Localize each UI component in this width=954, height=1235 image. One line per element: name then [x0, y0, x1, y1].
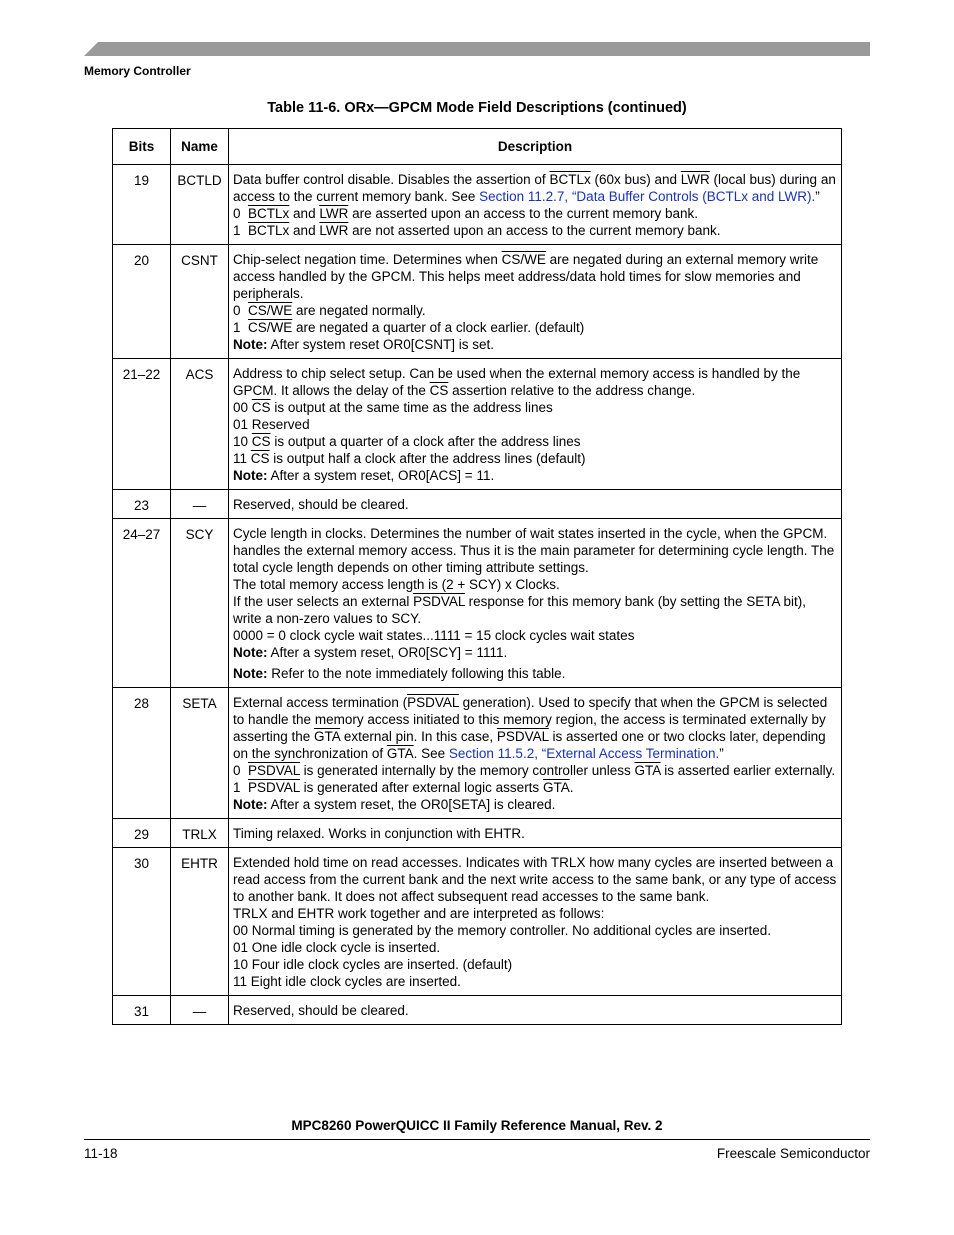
bits-cell: 19 — [113, 165, 171, 245]
description-cell — [229, 848, 842, 996]
option-line: 0 BCTLx and $\overline{LWR}$ are asserted upon an access to the current memory bank. — [233, 206, 699, 221]
page-number: 11-18 — [84, 1146, 118, 1161]
bits-cell: 20 — [113, 245, 171, 359]
table-row — [113, 245, 842, 359]
description-text: Data buffer control disable. Disables the assertion of BCTLx (60x bus) and $\overline{LWR}$ (local bus) during an access to the current memory bank. See Section 11.2.7, “Data Buffer Controls (BCTLx and LWR).” — [233, 172, 836, 204]
option-line: 11 $\overline{CS}$ is output half a clock after the address lines (default) — [233, 451, 586, 466]
table-row — [113, 165, 842, 245]
description-text: Timing relaxed. Works in conjunction with EHTR. — [233, 826, 525, 841]
option-line: 01 Reserved — [233, 417, 310, 432]
column-header-description: Description — [229, 129, 842, 165]
description-text: Chip-select negation time. Determines when CS/WE are negated during an external memory write access handled by the GPCM. This helps meet address/data hold times for slow memories and peripherals. — [233, 252, 819, 301]
description-cell — [229, 245, 842, 359]
name-cell: SCY — [171, 519, 229, 688]
description-text: If the user selects an external PSDVAL response for this memory bank (by setting the SETA bit), write a non-zero values to SCY. — [233, 594, 807, 626]
table-title: Table 11-6. ORx—GPCM Mode Field Descriptions (continued) — [267, 100, 687, 116]
option-line: 01 One idle clock cycle is inserted. — [233, 940, 441, 955]
description-text: Address to chip select setup. Can be used when the external memory access is handled by the GPCM. It allows the delay of the $\overline{CS}$ assertion relative to the address change. — [233, 366, 801, 398]
description-cell — [229, 996, 842, 1025]
table-row — [113, 688, 842, 819]
table-row — [113, 359, 842, 490]
name-cell: ACS — [171, 359, 229, 490]
bits-cell: 29 — [113, 819, 171, 848]
description-cell — [229, 359, 842, 490]
column-header-name: Name — [171, 129, 229, 165]
bits-cell: 23 — [113, 490, 171, 519]
description-cell — [229, 519, 842, 688]
name-cell: BCTLD — [171, 165, 229, 245]
description-text: Reserved, should be cleared. — [233, 1003, 409, 1018]
description-text: Reserved, should be cleared. — [233, 497, 409, 512]
table-row — [113, 819, 842, 848]
table-row — [113, 996, 842, 1025]
note: Note: After a system reset, the OR0[SETA] is cleared. — [233, 797, 556, 812]
description-cell — [229, 819, 842, 848]
option-line: 10 $\overline{CS}$ is output a quarter of a clock after the address lines — [233, 434, 581, 449]
option-line: 11 Eight idle clock cycles are inserted. — [233, 974, 461, 989]
description-text: External access termination (PSDVAL generation). Used to specify that when the GPCM is selected to handle the memory access initiated to this memory region, the access is terminated externally by asserting the $\overline{GTA}$ external pin. In this case, PSDVAL is asserted one or two clocks later, depending on the synchronization of $\overline{GTA}$. See Section 11.5.2, “External Access Termination.” — [233, 695, 828, 761]
option-line: 00 $\overline{CS}$ is output at the same time as the address lines — [233, 400, 553, 415]
description-text: Cycle length in clocks. Determines the number of wait states inserted in the cycle, when the GPCM. handles the external memory access. Thus it is the main parameter for determining cycle length. The total cycle length depends on other timing attribute settings. — [233, 526, 835, 575]
option-line: 1 CS/WE are negated a quarter of a clock earlier. (default) — [233, 320, 585, 335]
description-text: 0000 = 0 clock cycle wait states...1111 = 15 clock cycles wait states — [233, 628, 635, 643]
note: Note: After a system reset, OR0[ACS] = 11. — [233, 468, 495, 483]
name-cell: — — [171, 490, 229, 519]
name-cell: — — [171, 996, 229, 1025]
description-cell — [229, 490, 842, 519]
name-cell: SETA — [171, 688, 229, 819]
bits-cell: 30 — [113, 848, 171, 996]
description-text: The total memory access length is (2 + SCY) x Clocks. — [233, 577, 560, 592]
table-row — [113, 519, 842, 688]
table-row — [113, 848, 842, 996]
section-link[interactable]: Section 11.5.2, “External Access Termination. — [448, 746, 720, 761]
name-cell: CSNT — [171, 245, 229, 359]
bits-cell: 31 — [113, 996, 171, 1025]
option-line: 10 Four idle clock cycles are inserted. (default) — [233, 957, 513, 972]
section-link[interactable]: Section 11.2.7, “Data Buffer Controls (BCTLx and LWR). — [479, 189, 816, 204]
option-line: 0 CS/WE are negated normally. — [233, 303, 426, 318]
note: Note: After a system reset, OR0[SCY] = 1111. — [233, 645, 508, 660]
description-text: TRLX and EHTR work together and are interpreted as follows: — [233, 906, 605, 921]
table-row — [113, 490, 842, 519]
option-line: 00 Normal timing is generated by the memory controller. No additional cycles are inserted. — [233, 923, 772, 938]
company-name: Freescale Semiconductor — [716, 1146, 870, 1161]
column-header-bits: Bits — [113, 129, 171, 165]
field-descriptions-table — [112, 128, 842, 1025]
description-text: Extended hold time on read accesses. Indicates with TRLX how many cycles are inserted between a read access from the current bank and the next write access to the same bank, or any type of access to another bank. It does not affect subsequent read accesses to the same bank. — [233, 855, 837, 904]
footer-divider — [84, 1139, 870, 1140]
description-cell — [229, 165, 842, 245]
bits-cell: 28 — [113, 688, 171, 819]
bits-cell: 21–22 — [113, 359, 171, 490]
name-cell: TRLX — [171, 819, 229, 848]
header-bar — [84, 42, 870, 56]
footer-title: MPC8260 PowerQUICC II Family Reference Manual, Rev. 2 — [291, 1118, 663, 1133]
description-cell — [229, 688, 842, 819]
table-header-row — [113, 129, 842, 165]
option-line: 0 PSDVAL is generated internally by the memory controller unless $\overline{GTA}$ is asserted earlier externally. — [233, 763, 836, 778]
note: Note: After system reset OR0[CSNT] is set. — [233, 337, 495, 352]
bits-cell: 24–27 — [113, 519, 171, 688]
name-cell: EHTR — [171, 848, 229, 996]
option-line: 1 BCTLx and $\overline{LWR}$ are not asserted upon an access to the current memory bank. — [233, 223, 721, 238]
section-title: Memory Controller — [84, 64, 191, 78]
option-line: 1 PSDVAL is generated after external logic asserts $\overline{GTA}$. — [233, 780, 574, 795]
note: Note: Refer to the note immediately following this table. — [233, 666, 566, 681]
